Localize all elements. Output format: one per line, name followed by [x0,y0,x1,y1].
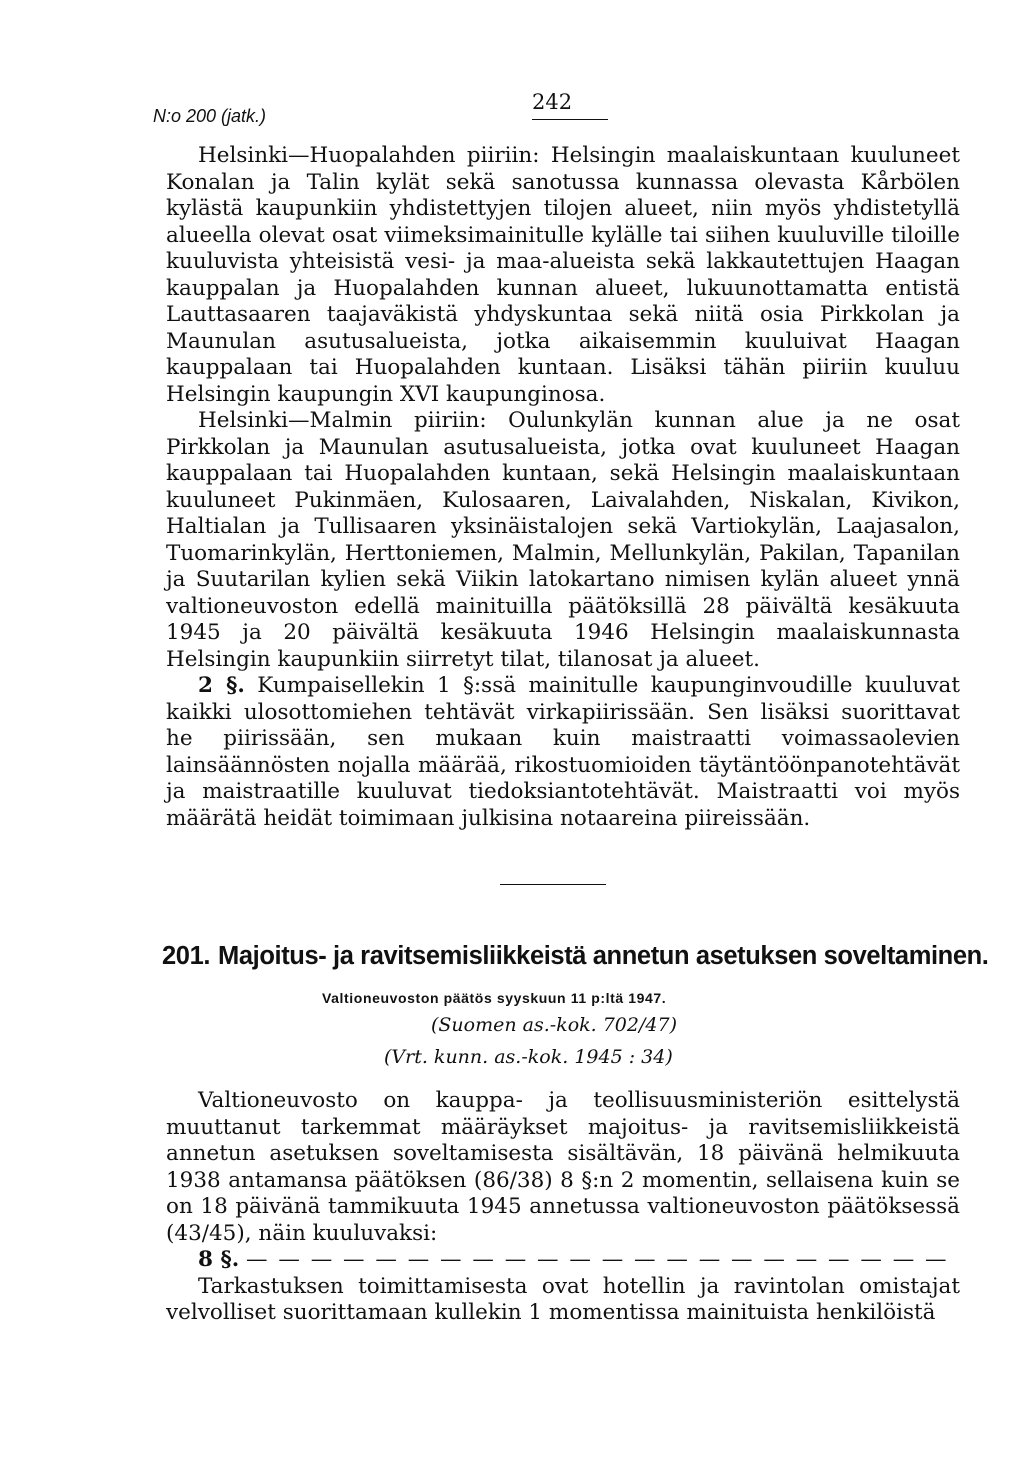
section-201-number: 201. [162,942,211,970]
paragraph-section-8-text: Tarkastuksen toimittamisesta ovat hotellin ja ravintolan omistajat velvolliset suorittamaan kullekin 1 momentissa mainituista henkilöistä [166,1273,960,1325]
decision-line: Valtioneuvoston päätös syyskuun 11 p:ltä 1947. [322,990,667,1006]
section-mark-2: 2 §. [198,673,245,698]
section-mark-8: 8 §. [198,1247,240,1272]
section-divider [500,884,606,885]
section-2-text: Kumpaisellekin 1 §:ssä mainitulle kaupunginvoudille kuuluvat kaikki ulosottomiehen tehtävät virkapiirissään. Sen lisäksi suorittavat he piirissään, sen mukaan kuin maistraatti voimassaolevien lainsäännösten nojalla määrää, rikostuomioiden täytäntöönpanotehtävät ja maistraatille kuuluvat tiedoksiantotehtävät. Maistraatti voi myös määrätä heidät toimimaan julkisina notaareina piireissään. [166,673,960,831]
omission-dashes: — — — — — — — — — — — — — — — — — — — — — — [246,1247,949,1272]
page-number: 242 [532,92,608,120]
continuation-label: N:o 200 (jatk.) [153,106,267,126]
paragraph-section-2 [166,673,960,832]
paragraph-helsinki-huopalahti: Helsinki—Huopalahden piiriin: Helsingin maalaiskuntaan kuuluneet Konalan ja Talin kylät sekä sanotussa kunnassa olevasta Kårbölen kylästä kaupunkiin yhdistettyjen tilojen alueet, niin myös yhdistetyllä alueella olevat osat viimeksimainitulle kylälle tai siihen kuuluville tiloille kuuluvista yhteisistä vesi- ja maa-alueista sekä lakkautettujen Haagan kauppalan ja Huopalahden kunnan alueet, lukuunottamatta entistä Lauttasaaren taajaväkistä yhdyskuntaa sekä niitä osia Pirkkolan ja Maunulan asutusalueista, jotka aikaisemmin kuuluivat Haagan kauppalaan tai Huopalahden kuntaan. Lisäksi tähän piiriin kuuluu Helsingin kaupungin XVI kaupunginosa. [166,143,960,407]
reference-statute-collection: (Suomen as.-kok. 702/47) [431,1014,677,1036]
paragraph-section-8-heading [166,1247,960,1274]
section-201-body [166,1088,960,1327]
section-200-body [166,143,960,832]
section-201-title: Majoitus- ja ravitsemisliikkeistä annetun asetuksen soveltaminen. [218,942,989,970]
reference-compare: (Vrt. kunn. as.-kok. 1945 : 34) [384,1046,673,1068]
paragraph-helsinki-malmi: Helsinki—Malmin piiriin: Oulunkylän kunnan alue ja ne osat Pirkkolan ja Maunulan asutusalueista, jotka ovat kuuluneet Haagan kauppalaan tai Huopalahden kuntaan, sekä Helsingin maalaiskuntaan kuuluneet Pukinmäen, Kulosaaren, Laivalahden, Niskalan, Kivikon, Haltialan ja Tullisaaren yksinäistalojen sekä Vartiokylän, Laajasalon, Tuomarinkylän, Herttoniemen, Malmin, Mellunkylän, Pakilan, Tapanilan ja Suutarilan kylien sekä Viikin latokartano nimisen kylän alueet ynnä valtioneuvoston edellä mainituilla päätöksillä 28 päivältä kesäkuuta 1945 ja 20 päivältä kesäkuuta 1946 Helsingin maalaiskunnasta Helsingin kaupunkiin siirretyt tilat, tilanosat ja alueet. [166,408,960,672]
section-201-heading [162,942,989,971]
paragraph-intro: Valtioneuvosto on kauppa- ja teollisuusministeriön esittelystä muuttanut tarkemmat määräykset majoitus- ja ravitsemisliikkeistä annetun asetuksen soveltamisesta sisältävän, 18 päivänä helmikuuta 1938 antamansa päätöksen (86/38) 8 §:n 2 momentin, sellaisena kuin se on 18 päivänä tammikuuta 1945 annetussa valtioneuvoston päätöksessä (43/45), näin kuuluvaksi: [166,1088,960,1246]
